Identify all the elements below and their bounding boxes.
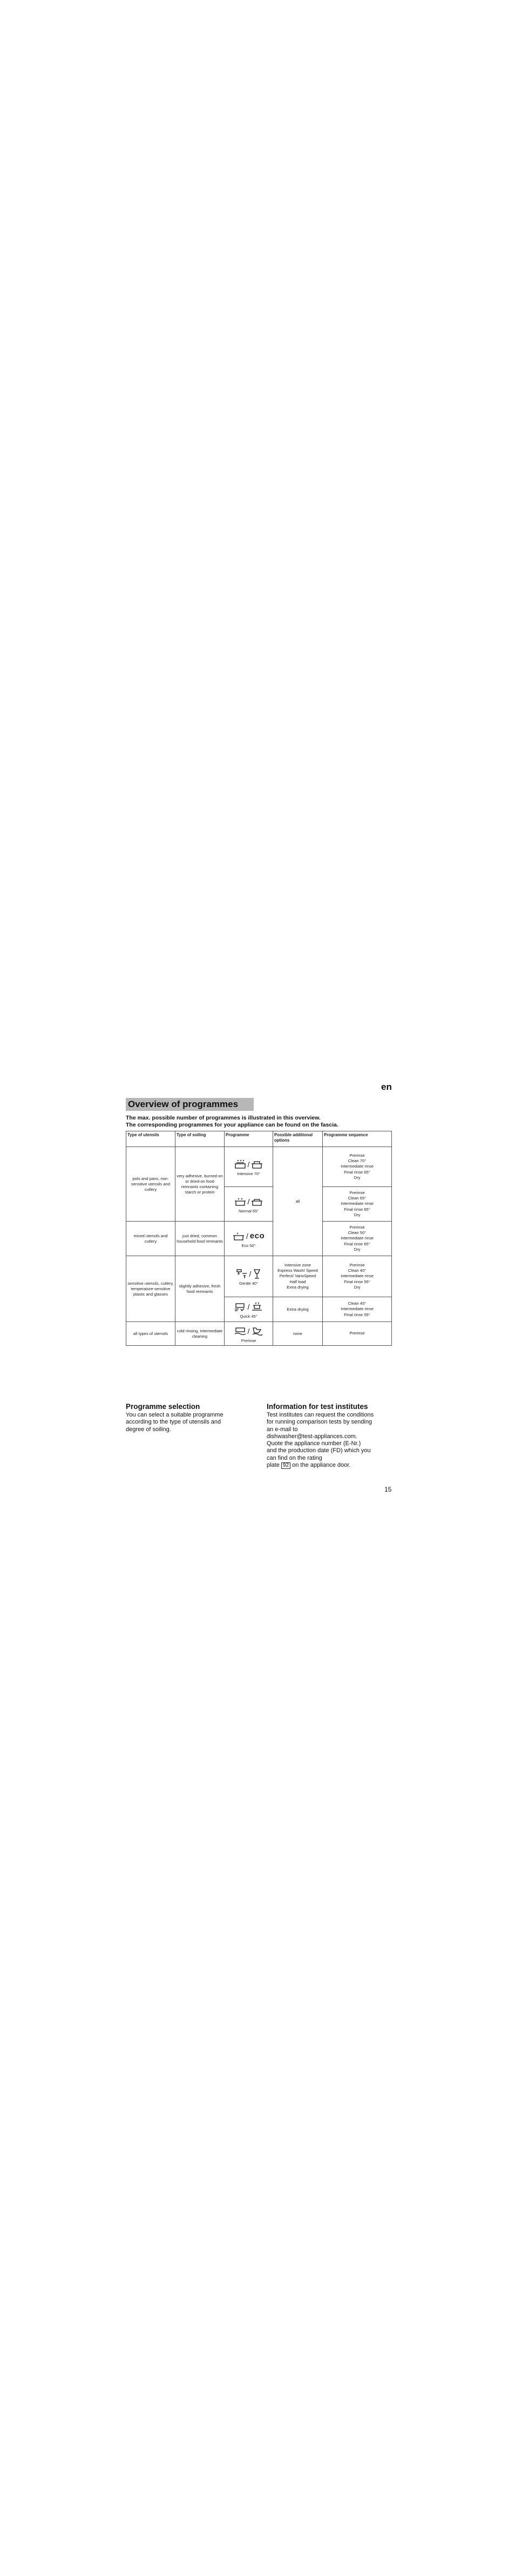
option: Extra drying	[287, 1284, 309, 1290]
text-line: for running comparison tests by sending	[267, 1419, 372, 1426]
step: Clean 65°	[348, 1196, 367, 1201]
step: Intermediate rinse	[341, 1201, 374, 1206]
table-row	[126, 1222, 392, 1256]
cell-programme	[225, 1297, 273, 1322]
normal-icon: /	[226, 1195, 272, 1209]
text-line: Test institutes can request the conditions	[267, 1412, 374, 1418]
text-fragment: on the appliance door.	[292, 1462, 351, 1469]
cell-utensils: mixed utensils and cutlery	[126, 1222, 175, 1256]
cell-soiling: just dried, common household food remnants	[175, 1222, 225, 1256]
programme-name: Prerinse	[241, 1338, 256, 1343]
cell-soiling: very adhesive, burned-on or dried-on food remnants containing starch or protein	[175, 1147, 225, 1222]
step: Intermediate rinse	[341, 1164, 374, 1169]
step: Clean 50°	[348, 1230, 367, 1236]
page-number: 15	[384, 1486, 392, 1493]
step: Intermediate rinse	[341, 1236, 374, 1241]
step: Final rinse 65°	[344, 1169, 370, 1175]
header-programme: Programme	[225, 1131, 273, 1147]
cell-sequence	[323, 1322, 392, 1346]
note-line-2: The corresponding programmes for your appliance can be found on the fascia.	[126, 1122, 338, 1128]
programme-name: Normal 65°	[238, 1208, 259, 1213]
step: Clean 40°	[348, 1268, 367, 1273]
programme-selection-text	[126, 1412, 250, 1433]
text-line	[267, 1462, 392, 1469]
test-institutes-text	[267, 1412, 392, 1469]
language-code: en	[381, 1082, 392, 1092]
text-line: can find on the rating	[267, 1454, 322, 1461]
header-utensils: Type of utensils	[126, 1131, 175, 1147]
cell-utensils: pots and pans, non-sensitive utensils and cutlery	[126, 1147, 175, 1222]
step: Intermediate rinse	[341, 1273, 374, 1279]
step: Prerinse	[349, 1224, 365, 1230]
programmes-note	[126, 1115, 391, 1129]
table-row	[126, 1256, 392, 1297]
quick-icon: /	[226, 1300, 272, 1314]
cell-sequence	[323, 1147, 392, 1187]
cell-sequence	[323, 1187, 392, 1222]
cell-options-gentle	[273, 1256, 323, 1297]
text-fragment: plate	[267, 1462, 280, 1469]
step: Prerinse	[349, 1190, 365, 1195]
step: Prerinse	[349, 1331, 365, 1336]
prerinse-icon: /	[226, 1324, 272, 1338]
table-row	[126, 1322, 392, 1346]
table-header-row	[126, 1131, 392, 1147]
programme-name: Intensive 70°	[237, 1171, 260, 1176]
eco-icon: / eco	[226, 1229, 272, 1243]
programmes-table	[126, 1131, 392, 1346]
text-line: an e-mail to	[267, 1426, 298, 1433]
text-line: according to the type of utensils and	[126, 1419, 221, 1426]
text-line: and the production date (FD) which you	[267, 1447, 371, 1454]
header-sequence: Programme sequence	[323, 1131, 392, 1147]
table-row	[126, 1147, 392, 1187]
eco-label: eco	[249, 1231, 265, 1240]
step: Clean 45°	[348, 1301, 367, 1306]
step: Prerinse	[349, 1152, 365, 1158]
step: Dry	[354, 1284, 361, 1290]
cell-sequence	[323, 1256, 392, 1297]
step: Clean 70°	[348, 1158, 367, 1164]
cell-soiling: cold rinsing, intermediate cleaning	[175, 1322, 225, 1346]
step: Dry	[354, 1246, 361, 1252]
cell-sequence	[323, 1222, 392, 1256]
header-soiling: Type of soiling	[175, 1131, 225, 1147]
programme-name: Gentle 40°	[239, 1280, 258, 1286]
cell-programme	[225, 1222, 273, 1256]
programme-name: Quick 45°	[240, 1313, 258, 1319]
text-line: You can select a suitable programme	[126, 1412, 223, 1418]
email-address: dishwasher@test-appliances.com.	[267, 1433, 357, 1440]
programme-selection-heading: Programme selection	[126, 1402, 200, 1411]
text-line: Quote the appliance number (E-Nr.)	[267, 1440, 361, 1447]
header-options: Possible additional options	[273, 1131, 323, 1147]
text-line: degree of soiling.	[126, 1426, 171, 1433]
cell-options-quick: Extra drying	[273, 1297, 323, 1322]
step: Dry	[354, 1212, 361, 1217]
programme-name: Eco 50°	[241, 1243, 256, 1248]
option: Express Wash/ Speed Perfect/ VarioSpeed	[277, 1268, 318, 1279]
cell-utensils: sensitive utensils, cutlery, temperature-sensitive plastic and glasses	[126, 1256, 175, 1322]
step: Intermediate rinse	[341, 1306, 374, 1312]
option: Intensive zone	[284, 1262, 311, 1267]
rating-plate-ref: 92	[281, 1462, 290, 1469]
option: Half load	[289, 1279, 306, 1284]
step: Final rinse 65°	[344, 1206, 370, 1212]
cell-options-all: all	[273, 1147, 323, 1256]
note-line-1: The max. possible number of programmes is illustrated in this overview.	[126, 1115, 321, 1121]
cell-soiling: slightly adhesive, fresh food remnants	[175, 1256, 225, 1322]
cell-programme	[225, 1147, 273, 1187]
step: Dry	[354, 1175, 361, 1180]
section-title: Overview of programmes	[126, 1098, 254, 1111]
cell-programme	[225, 1322, 273, 1346]
cell-utensils: all types of utensils	[126, 1322, 175, 1346]
step: Prerinse	[349, 1262, 365, 1267]
cell-sequence	[323, 1297, 392, 1322]
step: Final rinse 65°	[344, 1241, 370, 1246]
step: Final rinse 55°	[344, 1312, 370, 1317]
gentle-icon: /	[226, 1267, 272, 1281]
cell-options-none: none	[273, 1322, 323, 1346]
step: Final rinse 55°	[344, 1279, 370, 1284]
cell-programme	[225, 1187, 273, 1222]
intensive-icon: /	[226, 1157, 272, 1171]
cell-programme	[225, 1256, 273, 1297]
test-institutes-heading: Information for test institutes	[267, 1402, 368, 1411]
